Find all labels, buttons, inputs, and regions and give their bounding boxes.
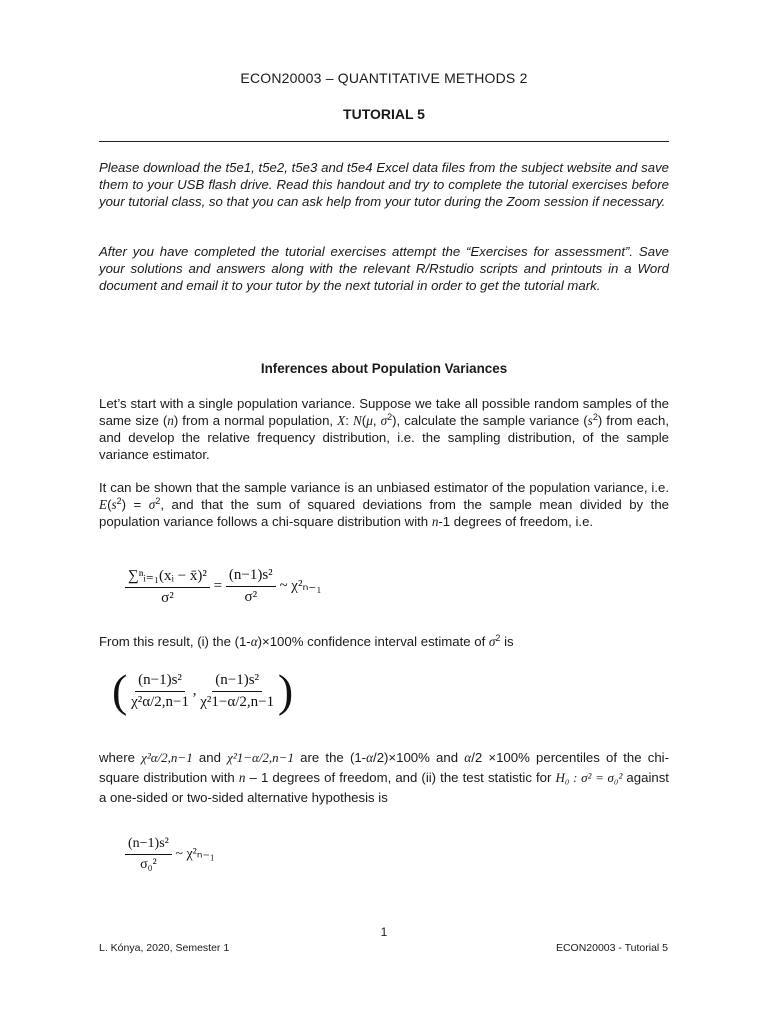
header-divider — [99, 141, 669, 142]
footer-author: L. Kónya, 2020, Semester 1 — [99, 942, 230, 954]
paragraph-unbiased-estimator: It can be shown that the sample variance is an unbiased estimator of the population variance, i.e. $E(s^2) = \sigma^2$, and that the sum of squared deviations from the sample mean divided by the population variance follows a chi-square distribution with n-1 degrees of freedom, i.e. — [99, 480, 670, 529]
paragraph-confidence-interval: From this result, (i) the (1-α)×100% confidence interval estimate of $\sigma^2$ is — [99, 633, 514, 649]
intro-paragraph-download: Please download the t5e1, t5e2, t5e3 and t5e4 Excel data files from the subject website and save them to your USB flash drive. Read this handout and try to complete the tutorial exercises before your tutorial class, so that you can ask help from your tutor during the Zoom session if necessary. — [99, 160, 669, 209]
confidence-interval-formula: ( $\frac{\text{(n−1)s²}}{\text{χ²α/2,n−1}}$ , $\frac{\text{(n−1)s²}}{\text{χ²1−α/2,n−1}}$ ) — [112, 665, 294, 716]
chi-square-formula: $\frac{\text{∑ⁿᵢ₌₁(xᵢ − x̄)²}}{\text{σ²}}$ = $\frac{\text{(n−1)s²}}{\text{σ²}}$ ~ χ²ₙ₋₁ — [125, 566, 322, 607]
section-heading: Inferences about Population Variances — [260, 361, 508, 376]
course-title: ECON20003 – QUANTITATIVE METHODS 2 — [240, 70, 528, 86]
paragraph-percentiles: where χ²α/2,n−1 and χ²1−α/2,n−1 are the (1-α/2)×100% and α/2 ×100% percentiles of the chi-square distribution with n – 1 degrees of freedom, and (ii) the test statistic for H₀ : σ² = σ₀² against a one-sided or two-sided alternative hypothesis is — [99, 750, 669, 805]
page-number: 1 — [380, 925, 388, 939]
test-statistic-formula: $\frac{\text{(n−1)s²}}{\text{σ₀²}}$ ~ χ²ₙ₋₁ — [125, 836, 215, 873]
tutorial-title: TUTORIAL 5 — [343, 106, 425, 122]
intro-paragraph-assessment: After you have completed the tutorial exercises attempt the “Exercises for assessment”. Save your solutions and answers along with the relevant R/Rstudio scripts and printouts in a Word document and email it to your tutor by the next tutorial in order to get the tutorial mark. — [99, 244, 669, 293]
footer-course: ECON20003 - Tutorial 5 — [555, 942, 668, 954]
paragraph-single-variance: Let’s start with a single population variance. Suppose we take all possible random samples of the same size (n) from a normal population, X: N(μ, $\sigma^2$), calculate the sample variance $(s^2)$ from each, and develop the relative frequency distribution, i.e. the sampling distribution, of the sample variance estimator. — [99, 396, 670, 462]
